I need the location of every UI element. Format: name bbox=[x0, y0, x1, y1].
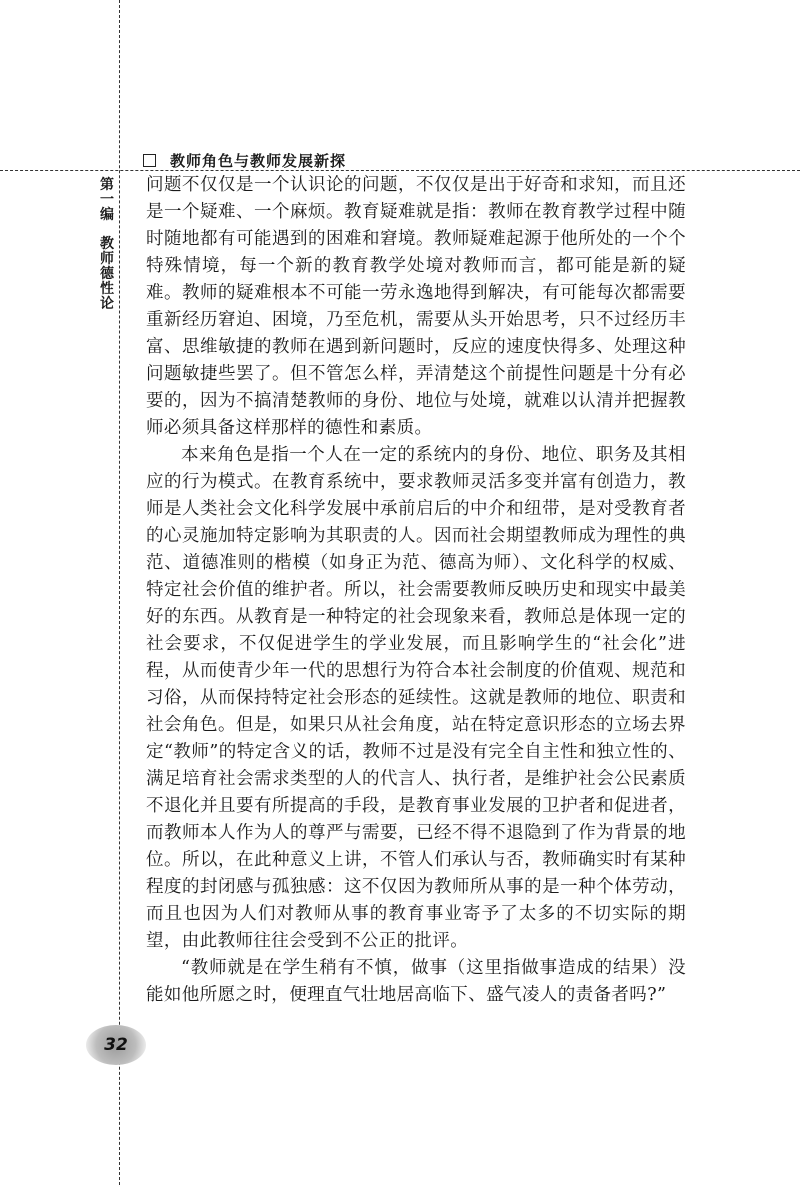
square-bullet-icon bbox=[143, 154, 156, 167]
section-char: 师 bbox=[100, 251, 114, 267]
section-char: 论 bbox=[100, 296, 114, 312]
body-text bbox=[146, 172, 686, 1009]
paragraph: “教师就是在学生稍有不慎，做事（这里指做事造成的结果）没能如他所愿之时，便理直气壮地居高临下、盛气凌人的责备者吗?” bbox=[146, 958, 686, 1005]
side-tab bbox=[98, 178, 116, 312]
page-number: 32 bbox=[104, 1035, 128, 1055]
header-rule bbox=[0, 170, 800, 171]
part-char: 第 bbox=[100, 177, 114, 193]
running-header bbox=[143, 150, 346, 171]
paragraph: 问题不仅仅是一个认识论的问题，不仅仅是出于好奇和求知，而且还是一个疑难、一个麻烦。教育疑难就是指：教师在教育教学过程中随时随地都有可能遇到的困难和窘境。教师疑难起源于他所处的一个个特殊情境，每一个新的教育教学处境对教师而言，都可能是新的疑难。教师的疑难根本不可能一劳永逸地得到解决，有可能每次都需要重新经历窘迫、困境，乃至危机，需要从头开始思考，只不过经历丰富、思维敏捷的教师在遇到新问题时，反应的速度快得多、处理这种问题敏捷些罢了。但不管怎么样，弄清楚这个前提性问题是十分有必要的，因为不搞清楚教师的身份、地位与处境，就难以认清并把握教师必须具备这样那样的德性和素质。 bbox=[146, 175, 686, 438]
section-char: 德 bbox=[100, 266, 114, 282]
section-char: 教 bbox=[100, 236, 114, 252]
paragraph: 本来角色是指一个人在一定的系统内的身份、地位、职务及其相应的行为模式。在教育系统中，要求教师灵活多变并富有创造力，教师是人类社会文化科学发展中承前启后的中介和纽带，是对受教育者的心灵施加特定影响为其职责的人。因而社会期望教师成为理性的典范、道德准则的楷模（如身正为范、德高为师）、文化科学的权威、特定社会价值的维护者。所以，社会需要教师反映历史和现实中最美好的东西。从教育是一种特定的社会现象来看，教师总是体现一定的社会要求，不仅促进学生的学业发展，而且影响学生的“社会化”进程，从而使青少年一代的思想行为符合本社会制度的价值观、规范和习俗，从而保持特定社会形态的延续性。这就是教师的地位、职责和社会角色。但是，如果只从社会角度，站在特定意识形态的立场去界定“教师”的特定含义的话，教师不过是没有完全自主性和独立性的、满足培育社会需求类型的人的代言人、执行者，是维护社会公民素质不退化并且要有所提高的手段，是教育事业发展的卫护者和促进者，而教师本人作为人的尊严与需要，已经不得不退隐到了作为背景的地位。所以，在此种意义上讲，不管人们承认与否，教师确实时有某种程度的封闭感与孤独感：这不仅因为教师所从事的是一种个体劳动，而且也因为人们对教师从事的教育事业寄予了太多的不切实际的期望，由此教师往往会受到不公正的批评。 bbox=[146, 445, 686, 951]
section-char: 性 bbox=[100, 281, 114, 297]
part-char: 编 bbox=[100, 207, 114, 223]
page-number-badge bbox=[86, 1025, 146, 1065]
vertical-margin-rule bbox=[119, 0, 120, 1185]
book-title: 教师角色与教师发展新探 bbox=[170, 152, 347, 170]
part-char: 一 bbox=[100, 192, 114, 208]
side-gap bbox=[98, 223, 116, 237]
